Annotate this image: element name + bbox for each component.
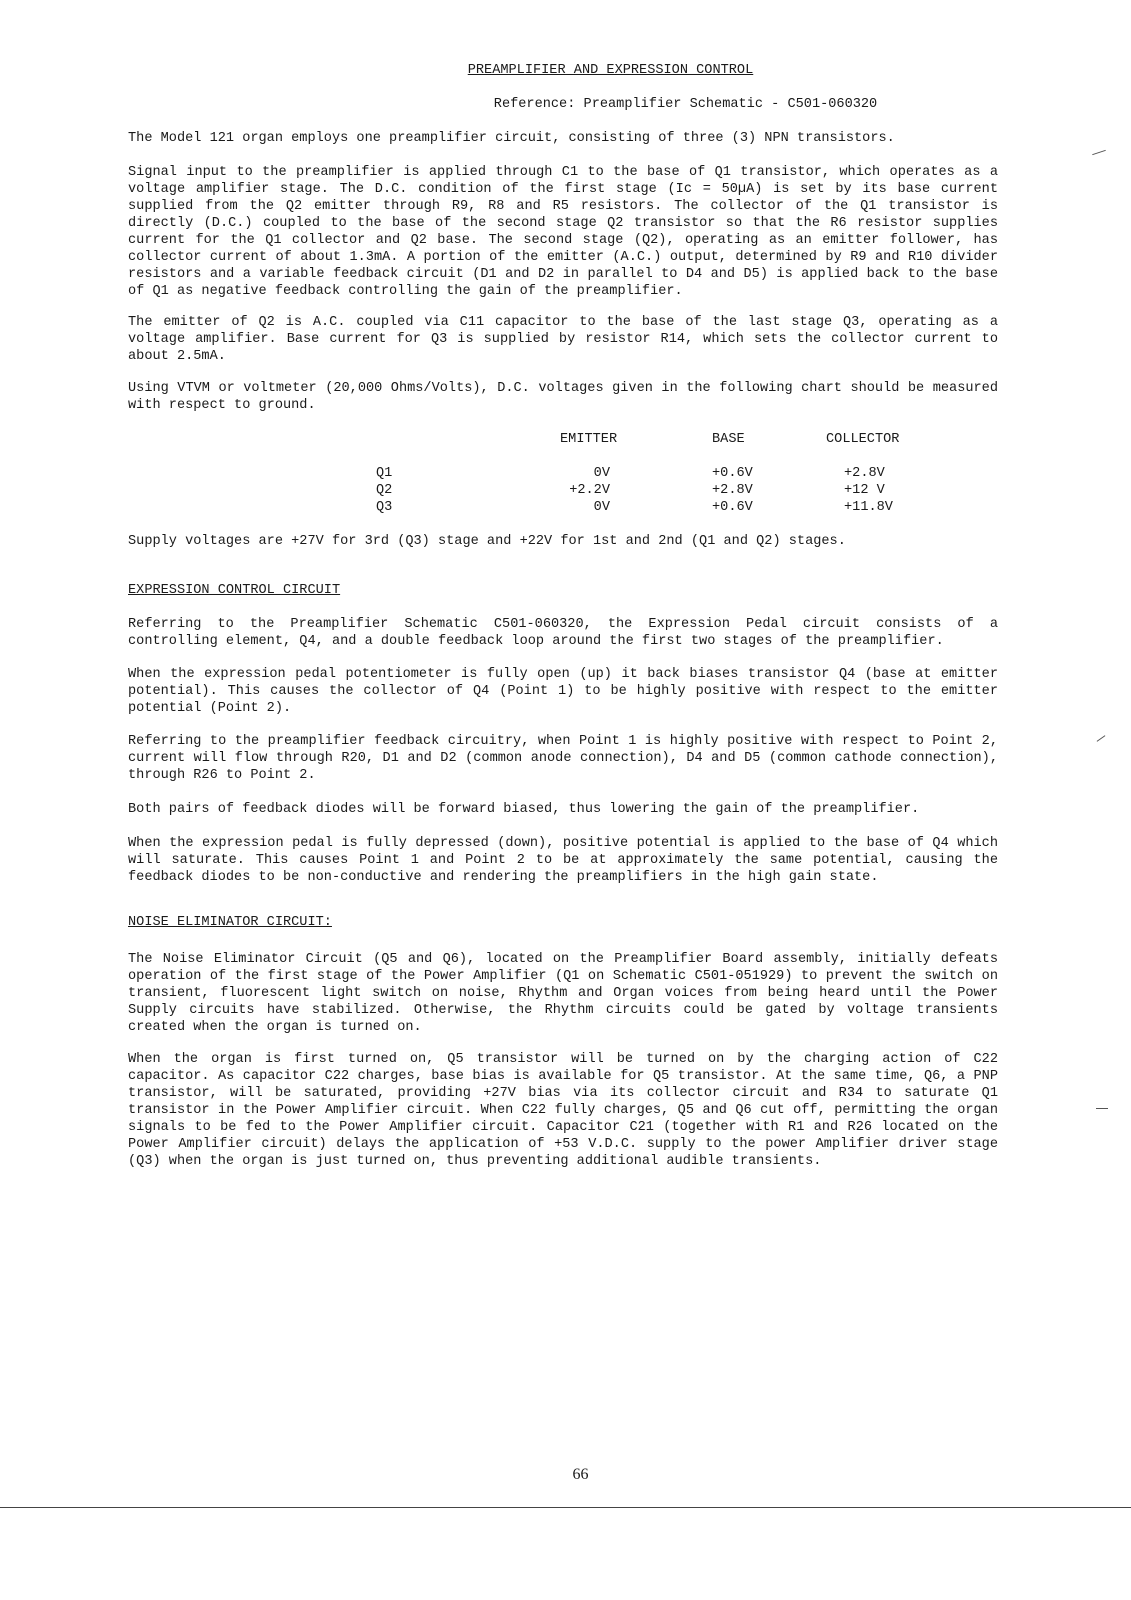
emitter-value: 0V <box>593 466 610 481</box>
paragraph-text: The Noise Eliminator Circuit (Q5 and Q6), located on the Preamplifier Board assembly, initially defeats operation of the first stage of the Power Amplifier (Q1 on Schematic C501-051929) to prevent the switch on transient, fluorescent light switch on noise, Rhythm and Organ voices from being heard until the Power Supply circuits have stabilized. Otherwise, the Rhythm circuits could be gated by voltage transients created when the organ is turned on. <box>128 952 998 1035</box>
margin-mark <box>1097 735 1106 742</box>
paragraph-text: When the organ is first turned on, Q5 transistor will be turned on by the charging action of C22 capacitor. As capacitor C22 charges, base bias is available for Q5 transistor. At the same time, Q6, a PNP transistor, will be saturated, providing +27V bias via its collector circuit and R34 to saturate Q1 transistor in the Power Amplifier circuit. When C22 fully charges, Q5 and Q6 cut off, permitting the organ signals to be fed to the Power Amplifier circuit. Capacitor C21 (together with R1 and R26 located on the Power Amplifier circuit) delays the application of +53 V.D.C. supply to the power Amplifier driver stage (Q3) when the organ is just turned on, thus preventing additional audible transients. <box>128 1052 998 1169</box>
paragraph-text: Signal input to the preamplifier is applied through C1 to the base of Q1 transistor, which operates as a voltage amplifier stage. The D.C. condition of the first stage (Ic = 50µA) is set by its base current supplied from the Q2 emitter through R9, R8 and R5 resistors. The collector of the Q1 transistor is directly (D.C.) coupled to the base of the second stage Q2 transistor so that the R6 resistor supplies current for the Q1 collector and Q2 base. The second stage (Q2), operating as an emitter follower, has collector current of about 1.3mA. A portion of the emitter (A.C.) output, determined by R9 and R10 divider resistors and a variable feedback circuit (D1 and D2 in parallel to D4 and D5) is applied back to the base of Q1 as negative feedback controlling the gain of the preamplifier. <box>128 165 998 299</box>
paragraph-text: Using VTVM or voltmeter (20,000 Ohms/Volts), D.C. voltages given in the following chart should be measured with respect to ground. <box>128 381 998 413</box>
collector-value: +2.8V <box>844 466 885 481</box>
expression-paragraph <box>128 616 998 650</box>
noise-paragraph <box>128 1051 998 1170</box>
paragraph-text: The emitter of Q2 is A.C. coupled via C11 capacitor to the base of the last stage Q3, operating as a voltage amplifier. Base current for Q3 is supplied by resistor R14, which sets the collector current to about 2.5mA. <box>128 315 998 364</box>
base-value: +0.6V <box>712 500 753 515</box>
paragraph-text: Both pairs of feedback diodes will be forward biased, thus lowering the gain of the preamplifier. <box>128 802 920 817</box>
intro-paragraph <box>128 130 998 147</box>
margin-mark <box>1096 1108 1108 1109</box>
paragraph-text: The Model 121 organ employs one preamplifier circuit, consisting of three (3) NPN transistors. <box>128 131 895 146</box>
collector-value: +12 V <box>844 483 885 498</box>
emitter-value: +2.2V <box>569 483 610 498</box>
margin-mark <box>1092 150 1106 155</box>
column-header-emitter: EMITTER <box>560 432 618 447</box>
row-label: Q1 <box>376 466 393 481</box>
noise-paragraph <box>128 951 998 1036</box>
page-title: PREAMPLIFIER AND EXPRESSION CONTROL <box>467 63 754 78</box>
signal-input-paragraph <box>128 164 998 300</box>
emitter-value: 0V <box>593 500 610 515</box>
expression-paragraph <box>128 835 998 886</box>
paragraph-text: Referring to the Preamplifier Schematic C501-060320, the Expression Pedal circuit consists of a controlling element, Q4, and a double feedback loop around the first two stages of the preamplifier. <box>128 617 998 649</box>
expression-paragraph <box>128 733 998 784</box>
schematic-reference: Reference: Preamplifier Schematic - C501-060320 <box>493 97 878 112</box>
row-label: Q2 <box>376 483 393 498</box>
paragraph-text: Supply voltages are +27V for 3rd (Q3) stage and +22V for 1st and 2nd (Q1 and Q2) stages. <box>128 534 846 549</box>
bottom-rule <box>0 1507 1131 1508</box>
base-value: +0.6V <box>712 466 753 481</box>
noise-section-heading <box>128 914 998 931</box>
expression-section-heading <box>128 582 998 599</box>
paragraph-text: Referring to the preamplifier feedback circuitry, when Point 1 is highly positive with respect to Point 2, current will flow through R20, D1 and D2 (common anode connection), D4 and D5 (common cathode connection), through R26 to Point 2. <box>128 734 998 783</box>
collector-value: +11.8V <box>844 500 893 515</box>
page-number: 66 <box>572 1466 589 1483</box>
base-value: +2.8V <box>712 483 753 498</box>
column-header-base: BASE <box>712 432 745 447</box>
measurement-paragraph <box>128 380 998 414</box>
q2-emitter-paragraph <box>128 314 998 365</box>
paragraph-text: When the expression pedal is fully depressed (down), positive potential is applied to the base of Q4 which will saturate. This causes Point 1 and Point 2 to be at approximately the same potential, causing the feedback diodes to be non-conductive and rendering the preamplifiers in the high gain state. <box>128 836 998 885</box>
expression-paragraph <box>128 801 998 818</box>
paragraph-text: When the expression pedal potentiometer is fully open (up) it back biases transistor Q4 (base at emitter potential). This causes the collector of Q4 (Point 1) to be highly positive with respect to the emitter potential (Point 2). <box>128 667 998 716</box>
supply-voltage-paragraph <box>128 533 998 550</box>
section-heading: EXPRESSION CONTROL CIRCUIT <box>128 583 341 598</box>
expression-paragraph <box>128 666 998 717</box>
column-header-collector: COLLECTOR <box>826 432 900 447</box>
section-heading: NOISE ELIMINATOR CIRCUIT: <box>128 915 332 930</box>
row-label: Q3 <box>376 500 393 515</box>
